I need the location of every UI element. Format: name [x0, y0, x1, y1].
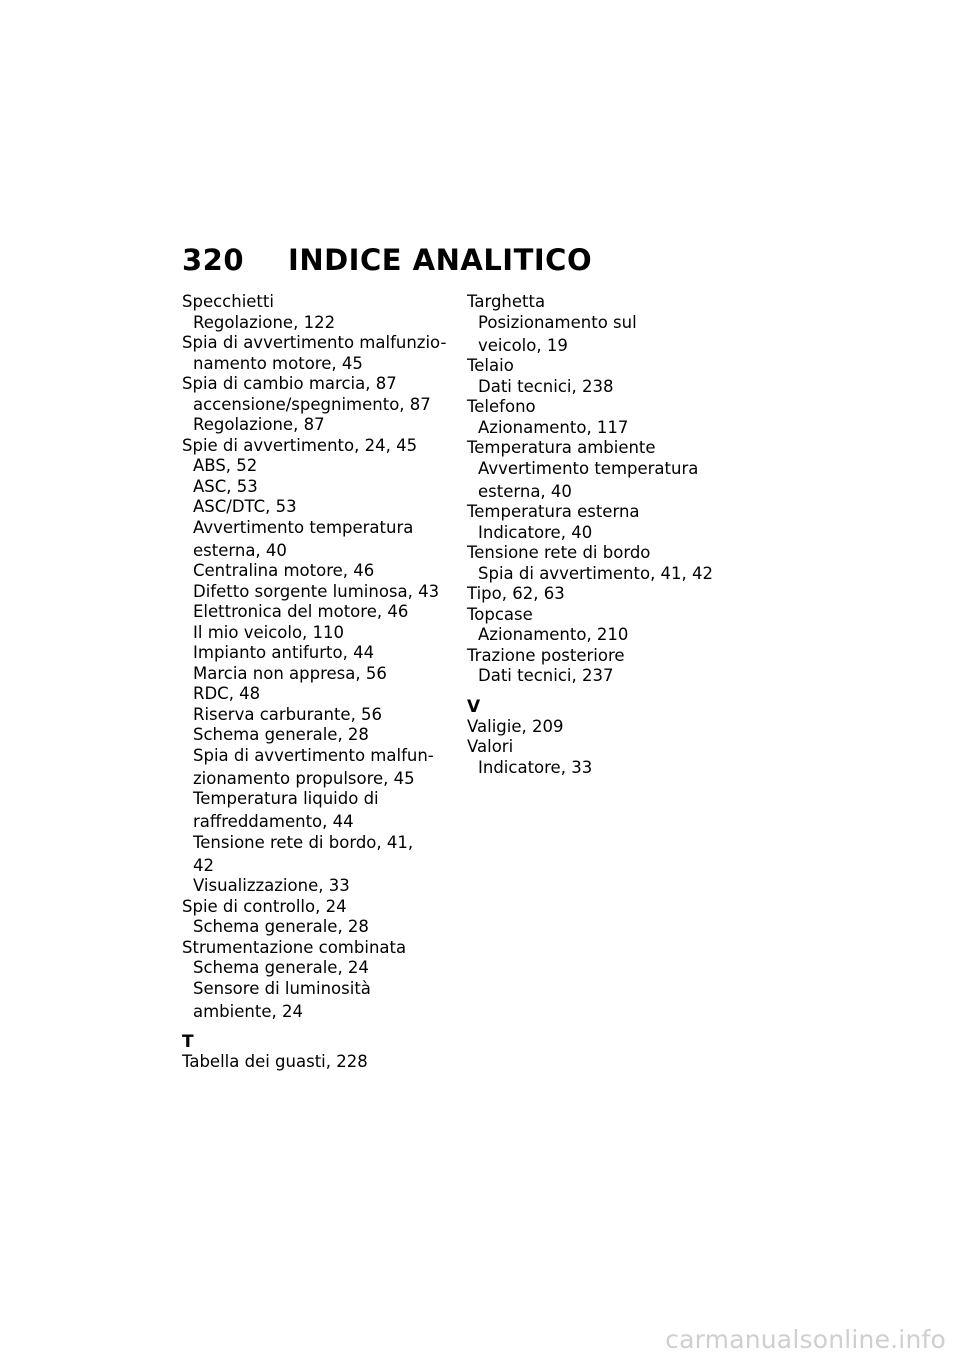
index-line: Telaio	[467, 356, 514, 375]
index-subentry	[182, 979, 450, 1023]
index-subentry	[182, 415, 450, 436]
index-line: Tensione rete di bordo	[467, 543, 651, 562]
index-line: Impianto antifurto, 44	[193, 643, 375, 662]
index-line: 42	[193, 855, 214, 875]
index-line: Sensore di luminosità	[193, 978, 371, 998]
page-title: INDICE ANALITICO	[288, 243, 593, 277]
index-line: Dati tecnici, 238	[478, 376, 614, 396]
index-line: Azionamento, 117	[478, 417, 629, 437]
index-subentry	[467, 459, 727, 503]
index-line: Trazione posteriore	[467, 645, 625, 665]
index-subentry	[467, 564, 727, 585]
index-subentry	[182, 958, 450, 979]
index-line: zionamento propulsore, 45	[193, 768, 415, 788]
index-entry	[182, 1052, 450, 1073]
index-line: RDC, 48	[193, 684, 261, 703]
index-subentry	[182, 477, 450, 498]
index-line: Spia di avvertimento malfun-	[193, 745, 434, 765]
index-line: Dati tecnici, 237	[478, 666, 614, 685]
index-line: ASC/DTC, 53	[193, 497, 297, 516]
index-line: accensione/spegnimento, 87	[193, 394, 431, 414]
index-subentry	[182, 664, 450, 685]
index-line: Valori	[467, 737, 514, 756]
index-entry	[467, 737, 727, 758]
index-line: Riserva carburante, 56	[193, 704, 383, 724]
index-entry	[467, 646, 727, 667]
index-line: Spie di avvertimento, 24, 45	[182, 435, 418, 455]
index-subentry	[182, 518, 450, 562]
index-subentry	[182, 561, 450, 582]
index-entry	[182, 897, 450, 918]
index-subentry	[182, 746, 450, 790]
index-subentry	[467, 625, 727, 646]
index-entry	[467, 584, 727, 605]
index-line: Spia di cambio marcia, 87	[182, 374, 397, 393]
index-line: Spia di avvertimento, 41, 42	[478, 563, 714, 583]
index-entry	[182, 292, 450, 313]
index-entry	[467, 292, 727, 313]
index-line: Indicatore, 33	[478, 757, 593, 777]
index-entry	[467, 356, 727, 377]
index-entry	[182, 333, 450, 354]
index-line: Temperatura liquido di	[193, 789, 379, 808]
index-subentry	[182, 684, 450, 705]
index-line: veicolo, 19	[478, 335, 568, 355]
section-letter	[467, 697, 727, 717]
index-line: Spie di controllo, 24	[182, 896, 347, 916]
index-column-right	[467, 292, 727, 778]
index-line: Targhetta	[467, 292, 546, 311]
index-subentry	[182, 602, 450, 623]
index-line: Temperatura esterna	[467, 502, 640, 521]
index-line: Telefono	[467, 397, 536, 416]
index-subentry	[467, 313, 727, 357]
index-line: V	[467, 696, 481, 717]
index-subentry	[467, 523, 727, 544]
page-number: 320	[182, 243, 245, 277]
index-line: Regolazione, 87	[193, 415, 325, 434]
index-line: Topcase	[467, 604, 533, 624]
index-line: Avvertimento temperatura	[478, 458, 699, 478]
index-line: Il mio veicolo, 110	[193, 622, 345, 642]
index-subentry	[182, 917, 450, 938]
index-line: Specchietti	[182, 292, 274, 311]
index-entry	[467, 605, 727, 626]
index-line: Strumentazione combinata	[182, 937, 407, 957]
index-subentry	[467, 418, 727, 439]
index-line: raffreddamento, 44	[193, 812, 354, 831]
index-subentry	[182, 789, 450, 833]
index-line: Schema generale, 24	[193, 958, 369, 977]
index-line: Regolazione, 122	[193, 312, 336, 332]
index-entry	[467, 717, 727, 738]
index-subentry	[182, 623, 450, 644]
index-entry	[467, 543, 727, 564]
index-subentry	[182, 876, 450, 897]
index-subentry	[467, 377, 727, 398]
index-line: Tabella dei guasti, 228	[182, 1052, 368, 1071]
index-entry	[467, 438, 727, 459]
index-line: Avvertimento temperatura	[193, 517, 414, 537]
index-line: Indicatore, 40	[478, 522, 593, 542]
index-line: ambiente, 24	[193, 1001, 303, 1021]
index-entry	[467, 502, 727, 523]
index-line: Spia di avvertimento malfunzio-	[182, 333, 447, 352]
index-subentry	[182, 725, 450, 746]
index-subentry	[182, 313, 450, 334]
index-entry	[182, 436, 450, 457]
index-line: esterna, 40	[193, 540, 287, 560]
index-line: Schema generale, 28	[193, 725, 369, 744]
index-subentry	[182, 395, 450, 416]
index-subentry	[182, 705, 450, 726]
watermark-text: carmanualsonline.info	[665, 1325, 946, 1354]
index-subentry	[182, 456, 450, 477]
index-entry	[182, 374, 450, 395]
index-line: Difetto sorgente luminosa, 43	[193, 581, 440, 601]
index-line: namento motore, 45	[193, 353, 363, 373]
page-header	[182, 243, 592, 277]
index-entry	[182, 938, 450, 959]
index-line: Tensione rete di bordo, 41,	[193, 832, 414, 852]
index-line: Schema generale, 28	[193, 917, 369, 936]
index-line: ABS, 52	[193, 456, 258, 475]
index-subentry	[182, 643, 450, 664]
index-line: Posizionamento sul	[478, 312, 637, 332]
index-line: ASC, 53	[193, 476, 258, 496]
index-line: Elettronica del motore, 46	[193, 602, 409, 621]
index-line: Tipo, 62, 63	[467, 584, 565, 603]
index-line: T	[182, 1032, 194, 1052]
index-line: Temperatura ambiente	[467, 438, 656, 457]
index-entry	[467, 397, 727, 418]
index-line: Marcia non appresa, 56	[193, 663, 387, 683]
index-subentry	[467, 758, 727, 779]
section-letter	[182, 1032, 450, 1052]
index-subentry	[182, 354, 450, 375]
index-line: Centralina motore, 46	[193, 561, 375, 580]
index-subentry	[467, 666, 727, 687]
index-subentry	[182, 833, 450, 877]
index-line: Valigie, 209	[467, 716, 564, 736]
index-subentry	[182, 497, 450, 518]
index-line: Visualizzazione, 33	[193, 876, 350, 895]
index-line: esterna, 40	[478, 481, 572, 501]
index-column-left	[182, 292, 450, 1073]
index-subentry	[182, 582, 450, 603]
index-line: Azionamento, 210	[478, 625, 629, 644]
